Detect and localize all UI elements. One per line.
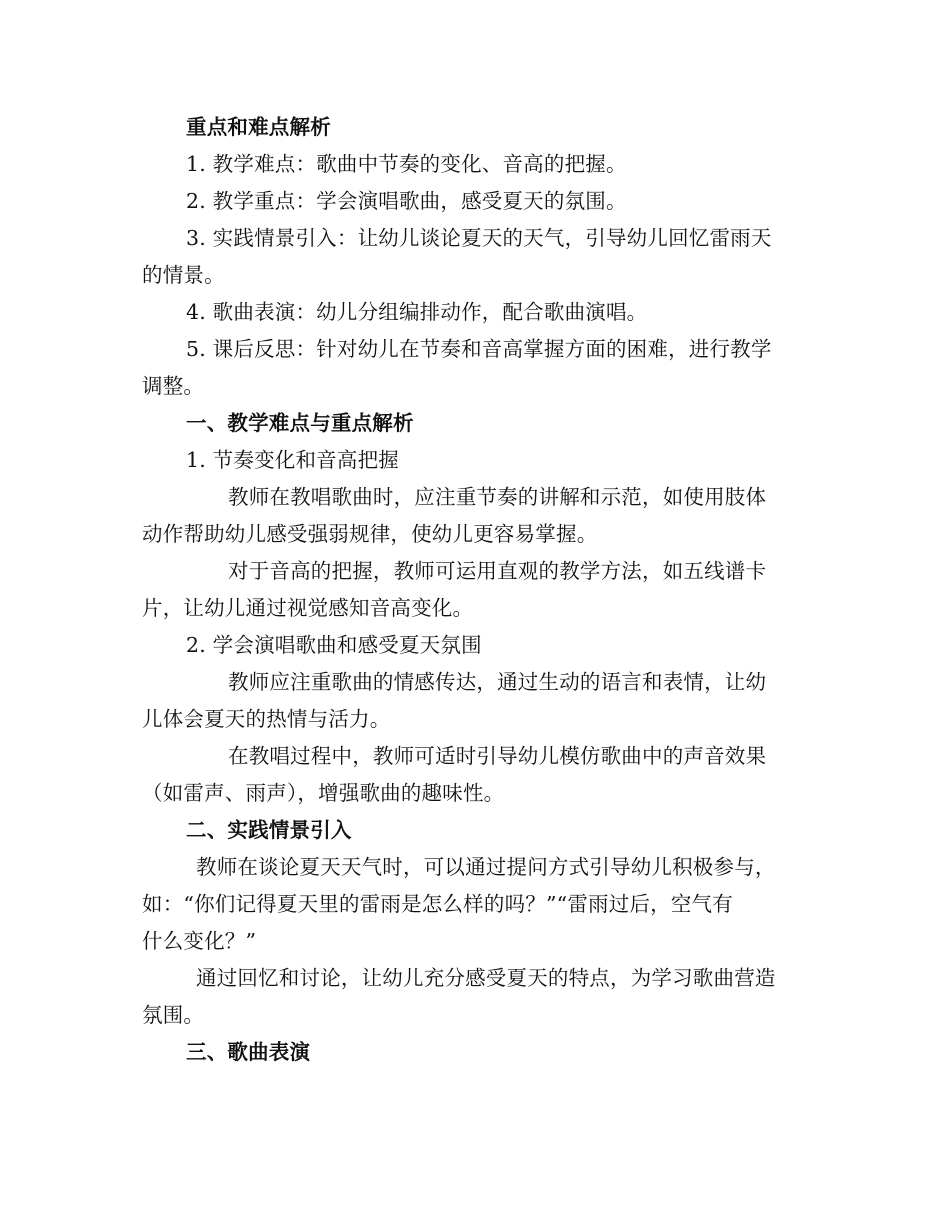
paragraph-line: （如雷声、雨声），增强歌曲的趣味性。 [142, 781, 505, 805]
subheading-2: 2. 学会演唱歌曲和感受夏天氛围 [186, 633, 482, 657]
paragraph-line: 儿体会夏天的热情与活力。 [142, 707, 391, 731]
list-item-2: 2. 教学重点：学会演唱歌曲，感受夏天的氛围。 [186, 189, 627, 213]
paragraph-line: 教师在教唱歌曲时，应注重节奏的讲解和示范，如使用肢体 [228, 485, 767, 509]
paragraph-line: 在教唱过程中，教师可适时引导幼儿模仿歌曲中的声音效果 [228, 744, 767, 768]
list-item-3: 3. 实践情景引入：让幼儿谈论夏天的天气，引导幼儿回忆雷雨天 [186, 226, 772, 250]
paragraph-line: 教师应注重歌曲的情感传达，通过生动的语言和表情，让幼 [228, 670, 767, 694]
list-item-5: 5. 课后反思：针对幼儿在节奏和音高掌握方面的困难，进行教学 [186, 337, 772, 361]
paragraph-line: 教师在谈论夏天天气时，可以通过提问方式引导幼儿积极参与， [196, 855, 776, 879]
list-item-3-cont: 的情景。 [142, 263, 225, 287]
list-item-4: 4. 歌曲表演：幼儿分组编排动作，配合歌曲演唱。 [186, 300, 648, 324]
heading-section-3: 三、歌曲表演 [186, 1040, 311, 1064]
heading-section-2: 二、实践情景引入 [186, 818, 352, 842]
heading-section-1: 一、教学难点与重点解析 [186, 411, 414, 435]
paragraph-line: 对于音高的把握，教师可运用直观的教学方法，如五线谱卡 [228, 559, 767, 583]
paragraph-line: 通过回忆和讨论，让幼儿充分感受夏天的特点，为学习歌曲营造 [196, 966, 776, 990]
paragraph-line: 什么变化？” [142, 929, 257, 953]
paragraph-line: 氛围。 [142, 1003, 205, 1027]
list-item-1: 1. 教学难点：歌曲中节奏的变化、音高的把握。 [186, 152, 627, 176]
heading-key-points: 重点和难点解析 [186, 115, 331, 139]
paragraph-line: 动作帮助幼儿感受强弱规律，使幼儿更容易掌握。 [142, 522, 598, 546]
subheading-1: 1. 节奏变化和音高把握 [186, 448, 399, 472]
paragraph-line: 如：“你们记得夏天里的雷雨是怎么样的吗？”“雷雨过后，空气有 [142, 892, 733, 916]
paragraph-line: 片，让幼儿通过视觉感知音高变化。 [142, 596, 474, 620]
list-item-5-cont: 调整。 [142, 374, 205, 398]
